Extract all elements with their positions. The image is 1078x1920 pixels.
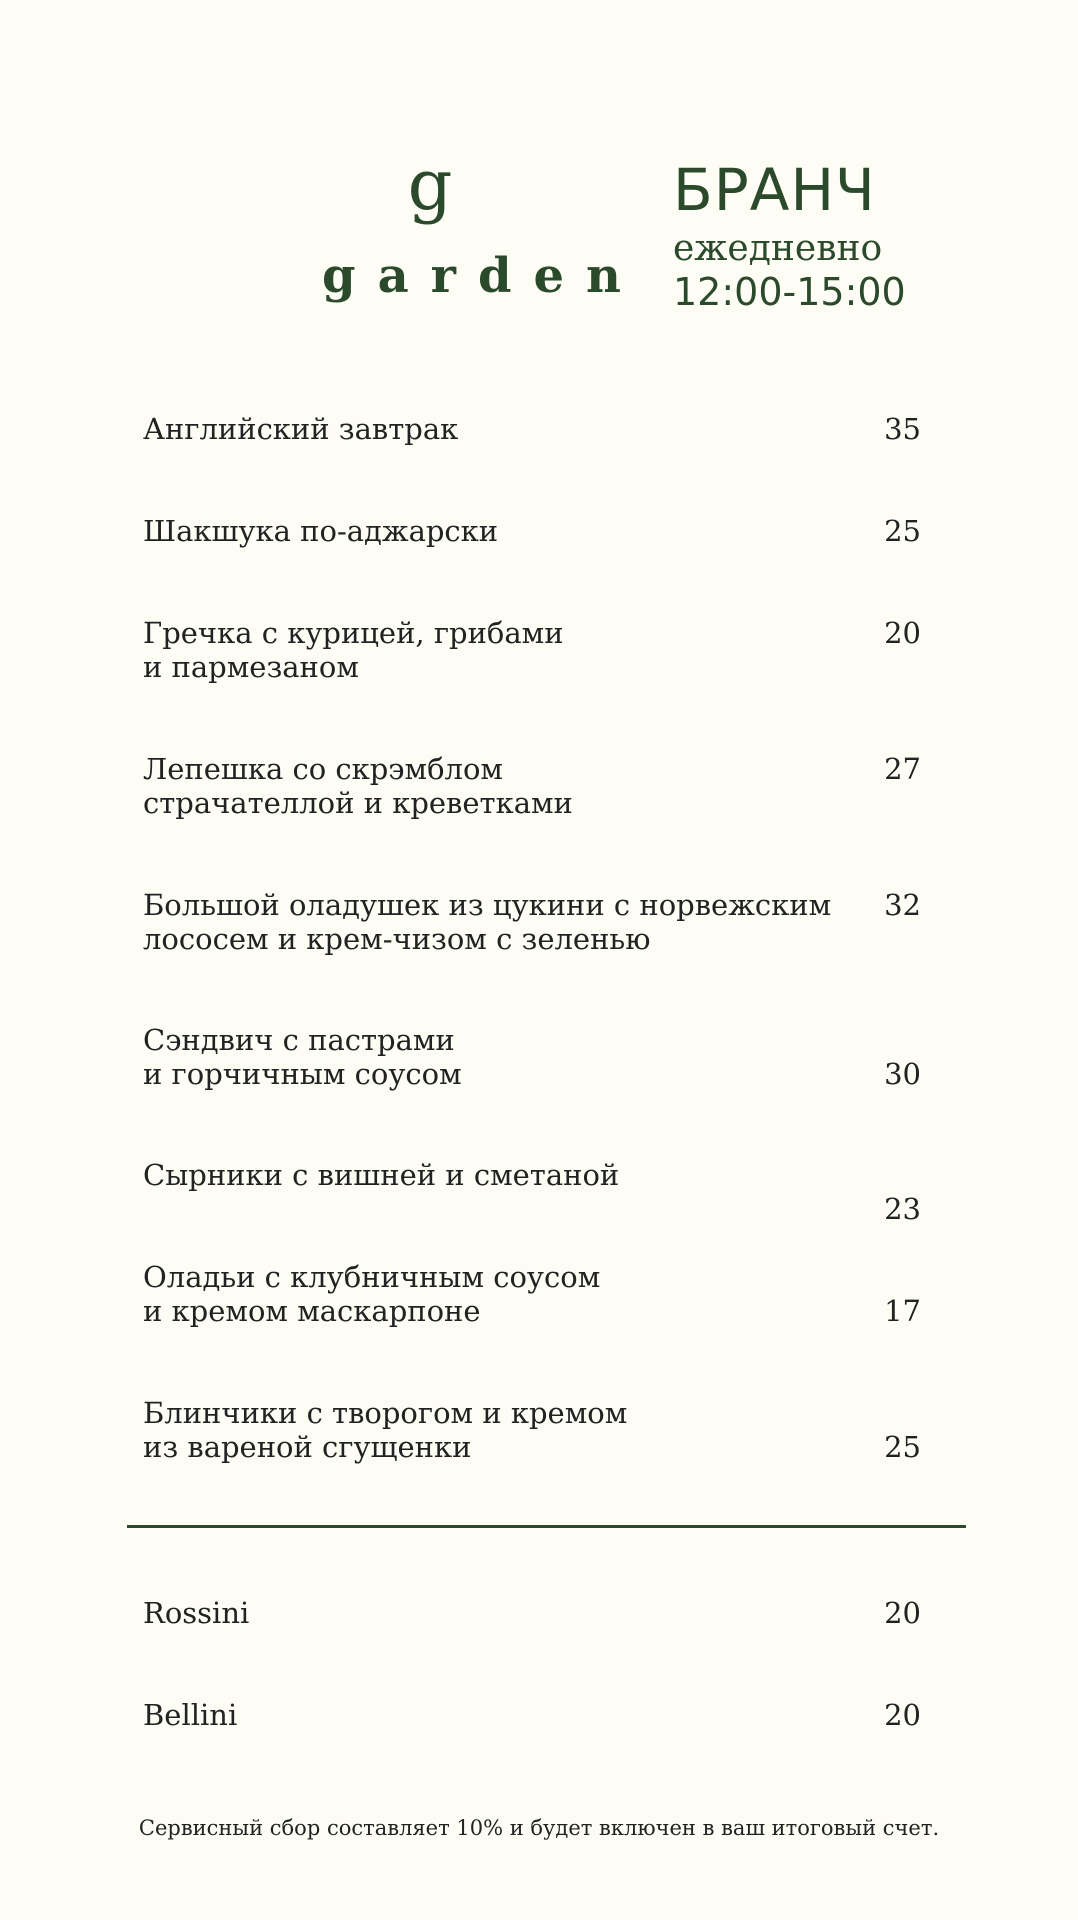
menu-item-name: Большой оладушек из цукини с норвежским лососем и крем-чизом с зеленью xyxy=(143,888,832,956)
menu-item-name: Сырники с вишней и сметаной xyxy=(143,1158,620,1192)
menu-item-name: Сэндвич с пастрами и горчичным соусом xyxy=(143,1023,462,1091)
menu-item xyxy=(143,888,921,956)
logo-mark-icon: g xyxy=(407,144,453,226)
menu-item-price: 20 xyxy=(884,616,921,650)
menu-item-price: 30 xyxy=(884,1057,921,1091)
menu-subtitle: ежедневно xyxy=(673,228,883,269)
menu-item-price: 32 xyxy=(884,888,921,922)
menu-title: БРАНЧ xyxy=(673,156,876,224)
drink-item-name: Rossini xyxy=(143,1596,250,1630)
drink-item-name: Bellini xyxy=(143,1698,238,1732)
drink-item xyxy=(143,1698,921,1732)
section-divider xyxy=(127,1525,966,1528)
brand-logo xyxy=(300,144,643,304)
menu-item-price: 25 xyxy=(884,1430,921,1464)
menu-item xyxy=(143,1396,921,1464)
menu-item-price: 17 xyxy=(884,1294,921,1328)
menu-item xyxy=(143,1260,921,1328)
menu-hours: 12:00-15:00 xyxy=(673,270,906,314)
menu-item xyxy=(143,412,921,446)
drink-item xyxy=(143,1596,921,1630)
menu-item-name: Шакшука по-аджарски xyxy=(143,514,499,548)
menu-item xyxy=(143,616,921,684)
menu-item-name: Оладьи с клубничным соусом и кремом маскарпоне xyxy=(143,1260,601,1328)
menu-item-price: 25 xyxy=(884,514,921,548)
drink-item-price: 20 xyxy=(884,1698,921,1732)
drink-item-price: 20 xyxy=(884,1596,921,1630)
menu-item xyxy=(143,514,921,548)
menu-item-price: 23 xyxy=(884,1192,921,1226)
menu-item xyxy=(143,1158,921,1226)
menu-item xyxy=(143,752,921,820)
menu-item-price: 35 xyxy=(884,412,921,446)
menu-item-name: Гречка с курицей, грибами и пармезаном xyxy=(143,616,564,684)
service-charge-note: Сервисный сбор составляет 10% и будет включен в ваш итоговый счет. xyxy=(138,1816,940,1840)
menu-item-name: Блинчики с творогом и кремом из вареной сгущенки xyxy=(143,1396,628,1464)
menu-item-name: Лепешка со скрэмблом страчателлой и креветками xyxy=(143,752,573,820)
menu-item xyxy=(143,1023,921,1091)
menu-heading xyxy=(673,158,906,314)
menu-item-price: 27 xyxy=(884,752,921,786)
menu-item-name: Английский завтрак xyxy=(143,412,459,446)
brand-name: garden xyxy=(322,248,643,304)
